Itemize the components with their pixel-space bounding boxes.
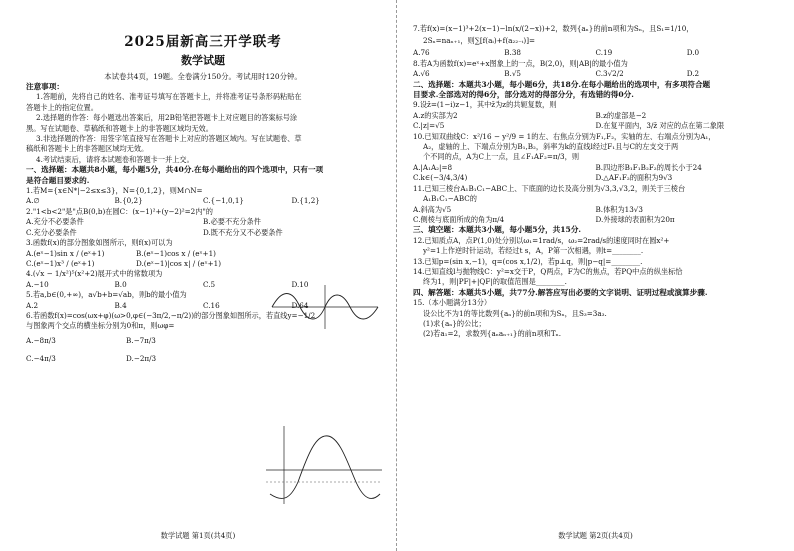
option: D.10 <box>291 279 309 289</box>
question-4: 4.(√x − 1/x²)⁵(x²+2)展开式中的常数项为 <box>26 269 163 279</box>
question-3: 3.函数f(x)的部分图象如图所示，则f(x)可以为 <box>26 238 173 248</box>
option: D.0 <box>686 48 700 58</box>
question-9-options <box>413 111 778 132</box>
option: C.{−1,0,1} <box>203 196 244 206</box>
question-15: (1)求{aₙ}的公比； <box>423 318 486 328</box>
option: B.√5 <box>504 69 521 79</box>
option: A.∅ <box>26 196 40 206</box>
question-12: 12.已知质点A，点P(1,0)处分别以ω₁=1rad/s，ω₂=2rad/s的速度同时在圆x²+ <box>413 235 670 245</box>
question-10: A₂，虚轴的上、下端点分别为B₁,B₂，斜率为k的直线l经过F₁且与C的左支交于两 <box>423 142 679 152</box>
option: B.必要不充分条件 <box>203 217 261 227</box>
page-2 <box>397 0 794 551</box>
option: D.2 <box>686 69 700 79</box>
notice-line: 答题卡上的指定位置。 <box>26 102 98 112</box>
option: C.3√2/2 <box>595 69 624 79</box>
option: B.(eˣ−1)cos x / (eˣ+1) <box>136 248 216 258</box>
notice-heading: 注意事项： <box>26 82 64 91</box>
question-9: 9.设z̄=(1−i)z−1，其中z̄为z的共轭复数，则 <box>413 100 557 110</box>
page-footer: 数学试题 第1页(共4页) <box>160 531 236 540</box>
notice-line: 2.选择题的作答：每小题选出答案后，用2B铅笔把答题卡上对应题目的答案标号涂 <box>36 113 298 123</box>
option: B.z的虚部是−2 <box>595 110 647 120</box>
question-14: 14.已知直线l与抛物线C：y²=x交于P，Q两点，F为C的焦点，若PQ中点的纵坐标恰 <box>413 266 683 276</box>
question-10: 10.已知双曲线C：x²/16 − y²/9 = 1的左、右焦点分别为F₁,F₂，实轴的左、右端点分别为A₁， <box>413 131 716 141</box>
exam-title: 2025届新高三开学联考 <box>124 34 282 50</box>
option: B.体积为13√3 <box>595 204 643 214</box>
notice-line: 4.考试结束后，请将本试题卷和答题卡一并上交。 <box>36 154 194 164</box>
option: D.−2π/3 <box>126 353 157 363</box>
page-footer: 数学试题 第2页(共4页) <box>558 531 633 540</box>
option: D.{1,2} <box>291 196 320 206</box>
option: D.既不充分又不必要条件 <box>203 227 283 237</box>
option: D.△AF₁F₂的面积为9√3 <box>595 173 673 183</box>
option: B.四边形B₁F₁B₂F₂的周长小于24 <box>595 162 702 172</box>
question-1: 1.若M={x∈N*|−2≤x≤3}，N={0,1,2}，则M∩N= <box>26 186 203 196</box>
question-11-options <box>413 205 778 226</box>
option: C.|z|=√5 <box>413 121 445 131</box>
option: D.64 <box>291 300 309 310</box>
question-11: 11.已知三棱台A₁B₁C₁−ABC上、下底面的边长及高分别为√3,3,√3,2，则关于三棱台 <box>413 183 686 193</box>
option: B.0 <box>114 279 127 289</box>
question-10-options <box>413 163 778 184</box>
question-2: 2."1<b<2"是"点B(0,b)在圆C：(x−1)²+(y−2)²=2内"的 <box>26 206 213 216</box>
question-2-options <box>26 217 380 238</box>
section-heading: 目要求.全部选对的得6分，部分选对的得部分分，有选错的得0分. <box>413 90 634 100</box>
notice-line: 稿纸和答题卡上的非答题区域均无效。 <box>26 144 149 154</box>
option: A.76 <box>413 48 430 58</box>
question-7-options <box>413 48 778 58</box>
option: D.外接球的表面积为20π <box>595 214 675 224</box>
question-10: 个不同的点，A为C上一点，且∠F₁AF₂=π/3，则 <box>423 152 580 162</box>
option: A.√6 <box>413 69 430 79</box>
option: C.−4π/3 <box>26 353 56 363</box>
notice-line: 1.答题前，先将自己的姓名、准考证号填写在答题卡上，并将准考证号条形码粘贴在 <box>36 92 302 102</box>
option: A.充分不必要条件 <box>26 217 84 227</box>
question-6: 6.若函数f(x)=cos(ωx+φ)(ω>0,φ∈(−3π/2,−π/2))的部分图象如图所示，若直线y=−1/2 <box>26 310 316 320</box>
question-13: 13.已知p=(sin x,−1)，q=(cos x,1/2)，若p⊥q，则|p−q|=________. <box>413 256 643 266</box>
exam-subtitle: 数学试题 <box>181 54 225 67</box>
option: A.z的实部为2 <box>413 110 458 120</box>
q3-graph <box>270 283 380 331</box>
question-14: 终为1，则|PF|+|QF|的取值范围是________. <box>423 277 567 287</box>
option: A.−8π/3 <box>26 335 56 345</box>
option: A.−10 <box>26 279 49 289</box>
option: D.(eˣ−1)|cos x| / (eˣ+1) <box>136 258 222 268</box>
option: C.5 <box>203 279 216 289</box>
section-heading: 二、选择题：本题共3小题，每小题6分，共18分.在每小题给出的选项中，有多项符合题 <box>413 79 711 89</box>
option: A.斜高为√5 <box>413 204 452 214</box>
section-heading: 一、选择题：本题共8小题，每小题5分，共40分.在每小题给出的四个选项中，只有一项 <box>26 165 324 175</box>
question-11: A₁B₁C₁−ABC的 <box>423 194 477 204</box>
option: C.侧棱与底面所成的角为π/4 <box>413 214 505 224</box>
question-8-options <box>413 69 778 79</box>
option: B.−7π/3 <box>126 335 156 345</box>
option: C.充分必要条件 <box>26 227 77 237</box>
option: B.{0,2} <box>114 196 143 206</box>
option: C.19 <box>595 48 613 58</box>
section-heading: 是符合题目要求的. <box>26 175 90 185</box>
option: A.(eˣ−1)sin x / (eˣ+1) <box>26 248 105 258</box>
option: C.k∈(−3/4,3/4) <box>413 173 468 183</box>
curve <box>270 436 380 499</box>
option: C.16 <box>203 300 220 310</box>
question-1-options <box>26 196 380 206</box>
question-3-options <box>26 249 246 270</box>
question-7: 7.若f(x)=(x−1)³+2(x−1)−ln(x/(2−x))+2，数列{aₙ}的前n项和为Sₙ，且S₁=1/10， <box>413 24 694 33</box>
notice-line: 3.非选择题的作答：用签字笔直接写在答题卡上对应的答题区域内。写在试题卷、草 <box>36 134 302 144</box>
option: A.2 <box>26 300 39 310</box>
question-12: y²=1上作逆时针运动，若经过t s，A，P第一次相遇，则t=________. <box>423 246 644 256</box>
option: B.38 <box>504 48 521 58</box>
question-6-options <box>26 332 226 368</box>
question-8: 8.若A为函数f(x)=eˣ+x图象上的一点，B(2,0)，则|AB|的最小值为 <box>413 58 628 68</box>
option: A.|A₁A₂|=8 <box>413 162 453 172</box>
exam-info: 本试卷共4页，19题。全卷满分150分。考试用时120分钟。 <box>104 72 302 81</box>
question-15: 15.（本小题满分13分） <box>413 298 492 308</box>
section-heading: 三、填空题：本题共3小题，每小题5分，共15分. <box>413 225 582 235</box>
notice-line: 黑。写在试题卷、草稿纸和答题卡上的非答题区域均无效。 <box>26 123 213 133</box>
option: D.在复平面内，3/z̄ 对应的点在第二象限 <box>595 121 725 131</box>
question-15: (2)若a₁=2，求数列{aₙaₙ₊₁}的前n项和Tₙ. <box>423 329 562 339</box>
question-15: 设公比不为1的等比数列{aₙ}的前n项和为Sₙ，且S₃=3a₃. <box>423 308 607 318</box>
option: B.4 <box>114 300 127 310</box>
q6-graph <box>264 424 384 506</box>
question-7: 2Sₙ=naₙ₊₁，则∑[f(aᵢ)+f(a₂₂₋ᵢ)]= <box>423 36 536 46</box>
question-5: 5.若a,b∈(0,+∞)，a√b+b=√ab，则b的最小值为 <box>26 290 187 300</box>
question-6: 与图象两个交点的横坐标分别为0和π，则ωφ= <box>26 321 175 331</box>
option: C.(eˣ−1)x³ / (eˣ+1) <box>26 258 95 268</box>
section-heading: 四、解答题：本题共5小题，共77分.解答应写出必要的文字说明、证明过程或演算步骤. <box>413 287 708 297</box>
